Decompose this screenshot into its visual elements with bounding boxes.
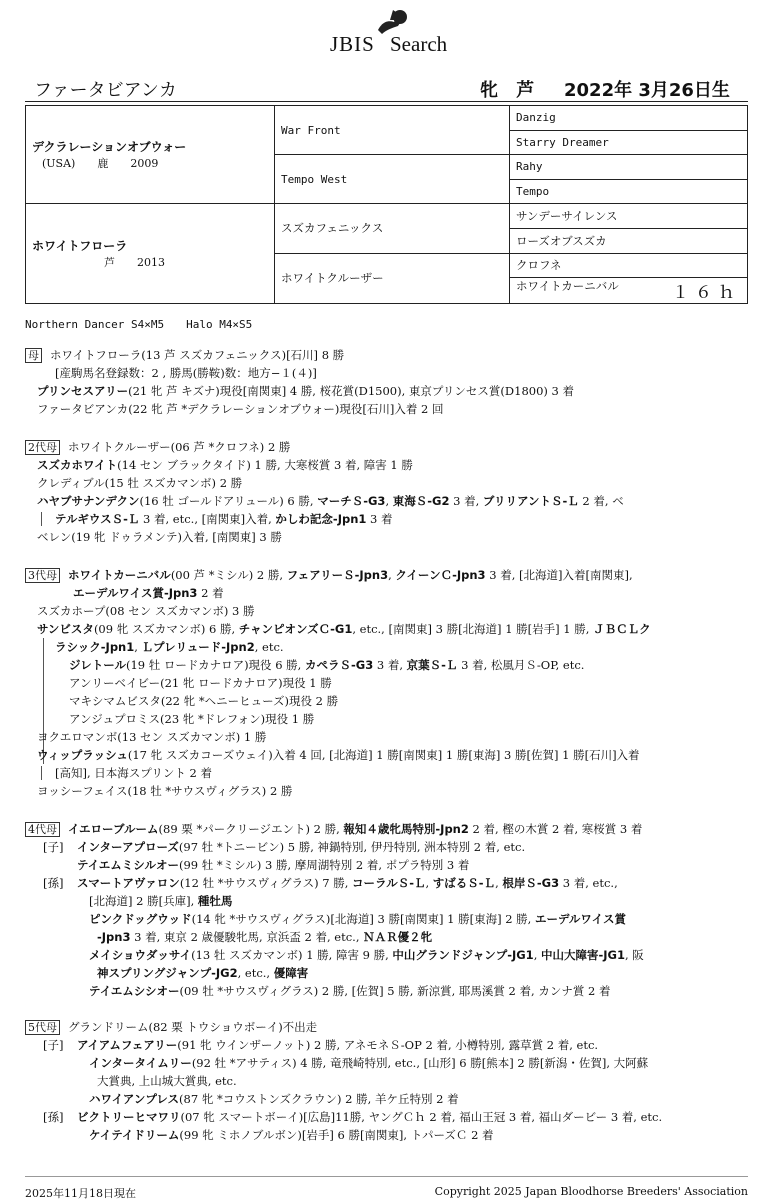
dam-cell <box>26 204 275 304</box>
g4gc1-r3: 根岸Ｓ-G3 <box>502 876 560 890</box>
g2-o3-c: 2 着, ベ <box>578 494 624 508</box>
footer-copyright: Copyright 2025 Japan Bloodhorse Breeders' Association <box>434 1185 748 1198</box>
g3gc1-c: 3 着, 松風月Ｓ-OP, etc. <box>457 658 585 672</box>
g3-offspring-5: ヨッシーフェイス(18 牡 *サウスヴィグラス) 2 勝 <box>37 784 293 798</box>
g4gc1-c: , <box>495 876 503 890</box>
g3-offspring-4[interactable]: ウィップラッシュ <box>37 748 128 762</box>
g4gc1-d: 3 着, etc., <box>559 876 618 890</box>
dam-tag: 母 <box>25 348 42 363</box>
g2-o3-race2: 東海Ｓ-G2 <box>392 494 450 508</box>
g3-2[interactable]: Starry Dreamer <box>510 130 748 155</box>
g4-child-1[interactable]: インターアプローズ <box>77 840 179 854</box>
g4gc4-a: (09 牡 *サウスヴィグラス) 2 勝, [佐賀] 5 勝, 新涼賞, 耶馬溪賞 2 着, カンナ賞 2 着 <box>179 984 611 998</box>
g4gc1-b: , <box>425 876 433 890</box>
dam-sire[interactable]: スズカフェニックス <box>275 204 510 253</box>
g3-offspring-2[interactable]: サンビスタ <box>37 622 94 636</box>
g2-o3-a: (16 牡 ゴールドアリュール) 6 勝, <box>139 494 318 508</box>
g3o2-c: , <box>134 640 142 654</box>
g3s-a: (00 芦 *ミシル) 2 勝, <box>170 568 287 582</box>
g4gc2-r1: エーデルワイス賞 <box>535 912 626 926</box>
g3-offspring-3: ヨクエロマンボ(13 セン スズカマンボ) 1 勝 <box>37 730 267 744</box>
sire-origin: (USA) <box>42 157 76 171</box>
g3s-race1: フェアリーＳ-Jpn3 <box>286 568 389 582</box>
third-dam-section <box>25 566 755 800</box>
dam-offspring-1[interactable]: プリンセスアリー <box>37 384 129 398</box>
third-dam-tag: 3代母 <box>25 568 60 583</box>
g4gc3-r2: 中山大障害-JG1 <box>541 948 625 962</box>
dam-section <box>25 346 755 418</box>
g4s-b: 2 着, 樫の木賞 2 着, 寒桜賞 3 着 <box>468 822 643 836</box>
g4gc1-stallion: 種牡馬 <box>197 894 233 908</box>
g5c3-a: (87 牝 *コウストンズクラウン) 2 勝, 羊ケ丘特別 2 着 <box>179 1092 459 1106</box>
g3o2-b: , etc., [南関東] 3 勝[北海道] 1 勝[岩手] 1 勝, <box>352 622 594 636</box>
sire-name[interactable]: デクラレーションオブウォー <box>32 140 187 155</box>
g3-7[interactable]: クロフネ <box>510 253 748 278</box>
g4-child-label: [子] <box>43 840 64 854</box>
g4-child-2[interactable]: テイエムミシルオー <box>77 858 179 872</box>
g5-child-3[interactable]: ハワイアンプレス <box>89 1092 180 1106</box>
g4s-a: (89 栗 *パークリージエント) 2 勝, <box>158 822 344 836</box>
g3o2-race3: Ｌプレリュード-Jpn2 <box>141 640 255 654</box>
g3s-b: , <box>388 568 396 582</box>
g4gc2-a: (14 牝 *サウスヴィグラス)[北海道] 3 勝[南関東] 1 勝[東海] 2 勝, <box>191 912 535 926</box>
g3-1[interactable]: Danzig <box>510 106 748 131</box>
g3-grandchild-2: アンリーベイビー(21 牝 ロードカナロア)現役 1 勝 <box>69 676 332 690</box>
second-dam-section <box>25 438 755 546</box>
g4-gc-2[interactable]: ピンクドッグウッド <box>89 912 192 926</box>
g2-o3-d: 3 着, etc., [南関東]入着, <box>139 512 276 526</box>
dam-offspring-1-record: (21 牝 芦 キズナ)現役[南関東] 4 勝, 桜花賞(D1500), 東京プリンセス賞(D1800) 3 着 <box>128 384 575 398</box>
g3-3[interactable]: Rahy <box>510 155 748 180</box>
g2-offspring-3[interactable]: ハヤブサナンデクン <box>37 494 140 508</box>
g4gc3-d: , etc., <box>237 966 274 980</box>
g4s-race1: 報知４歳牝馬特別-Jpn2 <box>343 822 469 836</box>
g3o2-race1: チャンピオンズＣ-G1 <box>238 622 353 636</box>
g4gc1-a: (12 牡 *サウスヴィグラス) 7 勝, <box>179 876 353 890</box>
g3-grandchild-4: アンジュプロミス(23 牝 *ドレフォン)現役 1 勝 <box>69 712 315 726</box>
second-dam-tag: 2代母 <box>25 440 60 455</box>
g5-gc-1[interactable]: ビクトリーヒマワリ <box>77 1110 181 1124</box>
inbreeding-1: Northern Dancer S4×M5 <box>25 318 165 331</box>
continuation-bar-2 <box>41 766 42 780</box>
header-divider <box>25 101 748 102</box>
height-rating: １６ｈ <box>672 283 741 304</box>
third-dam-name[interactable]: ホワイトカーニバル <box>68 568 171 582</box>
footer-date: 2025年11月18日現在 <box>25 1187 136 1200</box>
g3-grandchild-3: マキシマムビスタ(22 牝 *ヘニーヒューズ)現役 2 勝 <box>69 694 339 708</box>
g3gc1-b: 3 着, <box>373 658 407 672</box>
continuation-bar <box>41 512 42 526</box>
g4c1-a: (97 牡 *トニービン) 5 勝, 神鍋特別, 伊丹特別, 洲本特別 2 着, etc. <box>178 840 526 854</box>
jbis-search-logo[interactable] <box>328 8 458 54</box>
g3-4[interactable]: Tempo <box>510 179 748 204</box>
g4-grandchild-label: [孫] <box>43 876 64 890</box>
fourth-dam-section <box>25 820 755 1000</box>
g4c2-a: (99 牡 *ミシル) 3 勝, 摩周湖特別 2 着, ポプラ特別 3 着 <box>178 858 470 872</box>
dam-line: ホワイトフローラ(13 芦 スズカフェニックス)[石川] 8 勝 <box>50 348 345 362</box>
g3o2-a: (09 牝 スズカマンボ) 6 勝, <box>93 622 239 636</box>
horse-sex-coat: 牝 芦 <box>480 80 541 101</box>
g3gc1-race2: 京葉Ｓ-Ｌ <box>406 658 458 672</box>
g5-child-2[interactable]: インタータイムリー <box>89 1056 192 1070</box>
g4gc1-r1: コーラルＳ-Ｌ <box>352 876 426 890</box>
g3-6[interactable]: ローズオブスズカ <box>510 228 748 253</box>
g2-o3-b: 3 着, <box>449 494 483 508</box>
g5-gc-2[interactable]: ケイテイドリーム <box>89 1128 180 1142</box>
g5c2-a: (92 牡 *アサティス) 4 勝, 竜飛崎特別, etc., [山形] 6 勝[熊本] 2 勝[新潟・佐賀], 大阿蘇 <box>191 1056 649 1070</box>
dam-dam[interactable]: ホワイトクルーザー <box>275 253 510 304</box>
inbreeding-2: Halo M4×S5 <box>186 318 253 331</box>
inbreeding-line <box>25 318 274 331</box>
fifth-dam-tag: 5代母 <box>25 1020 60 1035</box>
g4-gc-4[interactable]: テイエムシシオー <box>89 984 180 998</box>
g2-o3-race1: マーチＳ-G3 <box>317 494 386 508</box>
fifth-dam-line: グランドリーム(82 栗 トウショウボーイ)不出走 <box>68 1020 318 1034</box>
g3-5[interactable]: サンデーサイレンス <box>510 204 748 229</box>
g3o4-b: [高知], 日本海スプリント 2 着 <box>55 766 212 780</box>
logo-search-text: Search <box>390 32 448 56</box>
g4gc2-award: ＮＡＲ優２牝 <box>363 930 433 944</box>
g2-o3-sep1: , <box>385 494 393 508</box>
g2-o3-race3: ブリリアントＳ-Ｌ <box>482 494 579 508</box>
g4gc3-r3: 神スプリングジャンプ-JG2 <box>97 966 238 980</box>
g5gc1-a: (07 牝 スマートボーイ)[広島]11勝, ヤングＣｈ 2 着, 福山王冠 3 着, 福山ダービー 3 着, etc. <box>180 1110 663 1124</box>
g2-o3-race4: テルギウスＳ-Ｌ <box>55 512 140 526</box>
g2-offspring-4: ベレン(19 牝 ドゥラメンテ)入着, [南関東] 3 勝 <box>37 530 282 544</box>
g4gc3-award: 優障害 <box>273 966 309 980</box>
g3o2-d: , etc. <box>254 640 284 654</box>
g5c2-b: 大賞典, 上山城大賞典, etc. <box>97 1074 237 1088</box>
horse-birth-date: 2022年 3月26日生 <box>564 80 730 101</box>
g3-8-name: ホワイトカーニバル <box>516 279 619 294</box>
g5-child-label: [子] <box>43 1038 64 1052</box>
horse-name: ファータビアンカ <box>34 80 177 101</box>
sire-year: 2009 <box>130 157 159 171</box>
g5c1-a: (91 牝 ウインザーノット) 2 勝, アネモネＳ-OP 2 着, 小樽特別, 露草賞 2 着, etc. <box>177 1038 599 1052</box>
dam-name[interactable]: ホワイトフローラ <box>32 239 128 254</box>
g2-offspring-1[interactable]: スズカホワイト <box>37 458 118 472</box>
g2-offspring-2: クレディブル(15 牡 スズカマンボ) 2 勝 <box>37 476 243 490</box>
g3-offspring-1: スズカホープ(08 セン スズカマンボ) 3 勝 <box>37 604 255 618</box>
g4-gc-1[interactable]: スマートアヴァロン <box>77 876 180 890</box>
g5-grandchild-label: [孫] <box>43 1110 64 1124</box>
g3-grandchild-1[interactable]: ジレトール <box>69 658 126 672</box>
g4gc2-r1b: -Jpn3 <box>97 930 131 944</box>
g4gc3-c: , 阪 <box>625 948 644 962</box>
fifth-dam-section <box>25 1018 755 1144</box>
sire-coat: 鹿 <box>97 157 109 171</box>
dam-offspring-2: ファータビアンカ(22 牝 芦 *デクラレーションオブウォー)現役[石川]入着 2 回 <box>37 402 444 416</box>
g3-8[interactable] <box>510 278 748 304</box>
sire-cell <box>26 106 275 204</box>
g4gc2-b: 3 着, 東京 2 歳優駿牝馬, 京浜盃 2 着, etc., <box>130 930 364 944</box>
g4gc1-r2: すばるＳ-Ｌ <box>432 876 496 890</box>
g4gc3-b: , <box>533 948 541 962</box>
g3o2-race2: ＪＢＣＬク <box>593 622 651 636</box>
g3o2-race2b: ラシック-Jpn1 <box>55 640 135 654</box>
g3gc1-race1: カペラＳ-G3 <box>305 658 374 672</box>
footer-divider <box>25 1176 748 1177</box>
dam-produce-count: [産駒馬名登録数：2 , 勝馬(勝鞍)数：地方−１(４)] <box>55 366 317 380</box>
dam-year: 2013 <box>137 256 165 270</box>
logo-jbis-text: JBIS <box>330 32 375 56</box>
g3gc1-a: (19 牡 ロードカナロア)現役 6 勝, <box>125 658 305 672</box>
sire-dam[interactable]: Tempo West <box>275 155 510 204</box>
g3s-d: 2 着 <box>197 586 224 600</box>
g4gc3-a: (13 牡 スズカマンボ) 1 勝, 障害 9 勝, <box>191 948 393 962</box>
g4gc3-r1: 中山グランドジャンプ-JG1 <box>392 948 534 962</box>
g3s-c: 3 着, [北海道]入着[南関東], <box>485 568 633 582</box>
g3s-race2: クイーンＣ-Jpn3 <box>395 568 486 582</box>
pedigree-table <box>25 105 748 304</box>
g2-o3-e: 3 着 <box>366 512 393 526</box>
fourth-dam-name[interactable]: イエローブルーム <box>68 822 159 836</box>
dam-coat: 芦 <box>104 256 115 270</box>
g4-gc-3[interactable]: メイショウダッサイ <box>89 948 192 962</box>
horse-header <box>28 74 748 102</box>
g2-offspring-1-record: (14 セン ブラックタイド) 1 勝, 大寒桜賞 3 着, 障害 1 勝 <box>117 458 413 472</box>
g5gc2-a: (99 牝 ミホノブルボン)[岩手] 6 勝[南関東], トパーズＣ 2 着 <box>179 1128 494 1142</box>
fourth-dam-tag: 4代母 <box>25 822 60 837</box>
second-dam-line: ホワイトクルーザー(06 芦 *クロフネ) 2 勝 <box>68 440 291 454</box>
g3o4-a: (17 牝 スズカコーズウェイ)入着 4 回, [北海道] 1 勝[南関東] 1 勝[東海] 3 勝[佐賀] 1 勝[石川]入着 <box>127 748 640 762</box>
g4gc1-e: [北海道] 2 勝[兵庫], <box>89 894 198 908</box>
g2-o3-race5: かしわ記念-Jpn1 <box>275 512 367 526</box>
g5-child-1[interactable]: アイアムフェアリー <box>77 1038 178 1052</box>
sire-sire[interactable]: War Front <box>275 106 510 155</box>
g3s-race3: エーデルワイス賞-Jpn3 <box>73 586 198 600</box>
